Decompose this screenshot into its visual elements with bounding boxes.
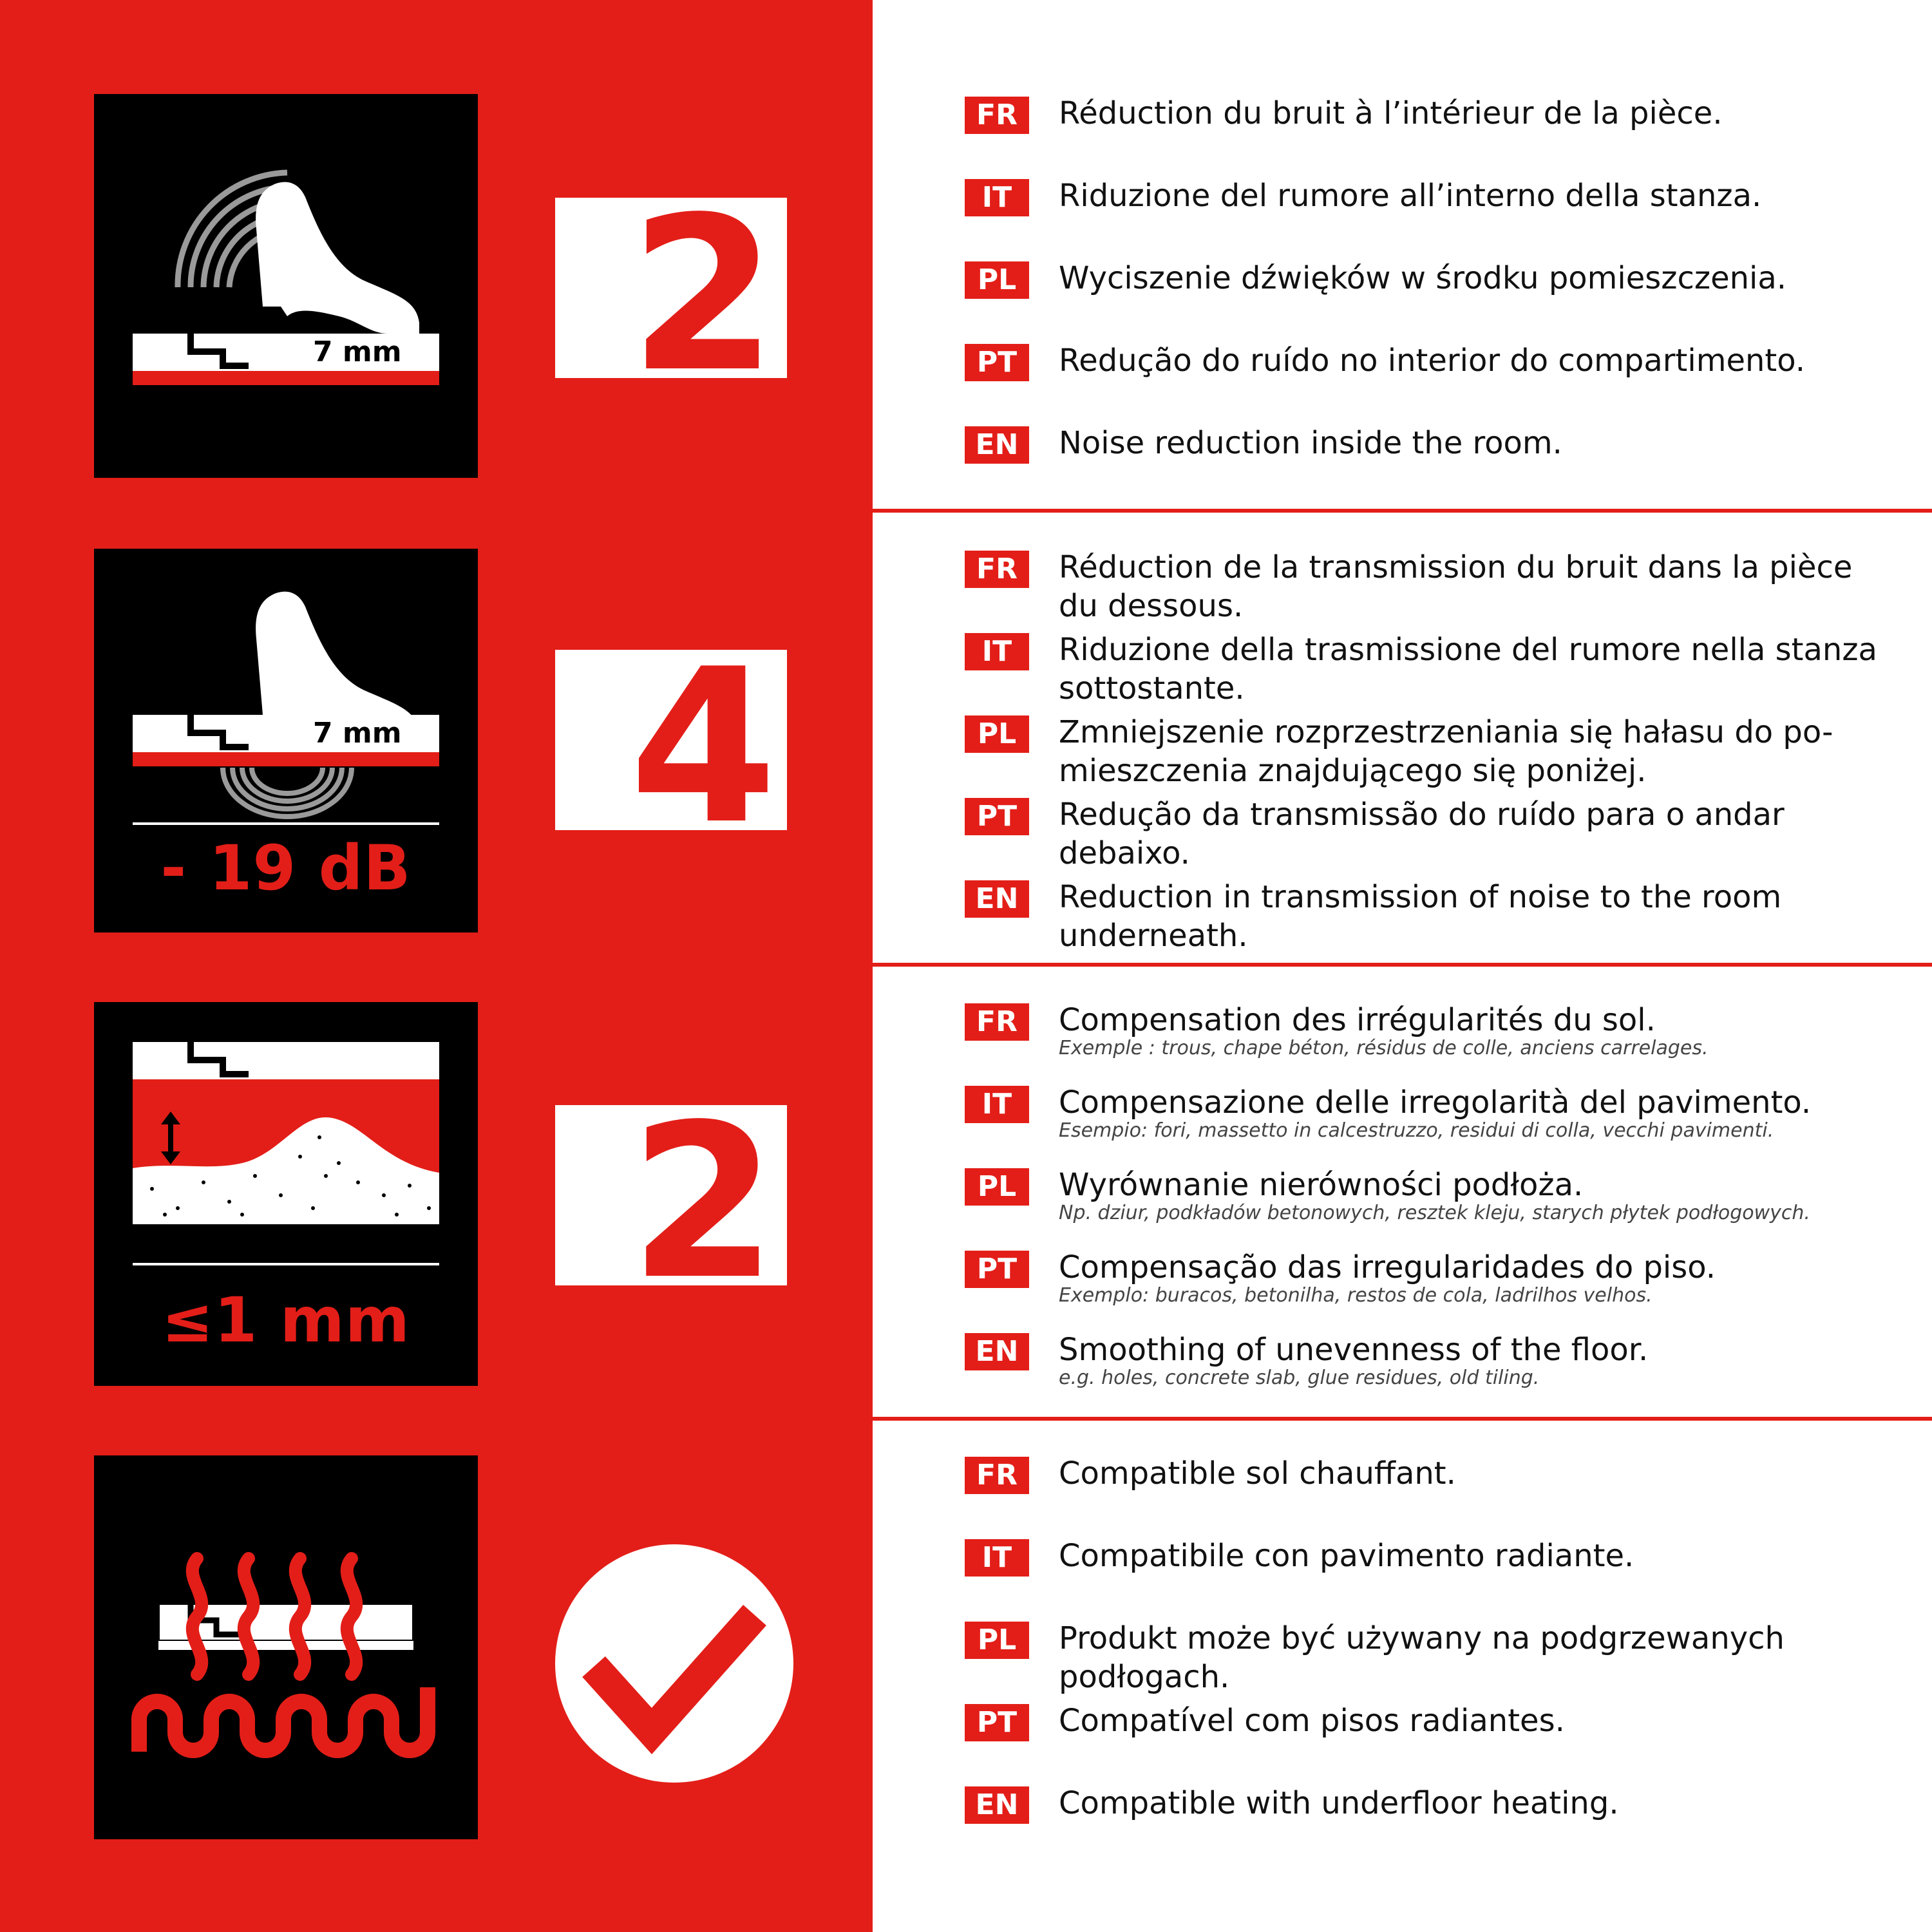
language-badge: FR — [965, 551, 1029, 588]
section-divider — [873, 509, 1932, 513]
language-badge: IT — [965, 1086, 1029, 1123]
example-note: Exemple : trous, chape béton, résidus de colle, anciens carrelages. — [1059, 1037, 1709, 1059]
description: Smoothing of unevenness of the floor. — [1059, 1332, 1649, 1368]
thickness-label: 7 mm — [313, 717, 402, 750]
example-note: Np. dziur, podkładów betonowych, resztek kleju, starych płytek podłogowych. — [1059, 1202, 1810, 1224]
rating-box-4 — [555, 650, 787, 830]
description: Compatible with underfloor heating. — [1059, 1785, 1619, 1821]
description: Redução da transmissão do ruído para o andar debaixo. — [1059, 797, 1785, 871]
description: Produkt może być używany na podgrzewanych podłogach. — [1059, 1620, 1785, 1695]
description: Wyciszenie dźwięków w środku pomieszczenia. — [1059, 260, 1787, 296]
description: Noise reduction inside the room. — [1059, 425, 1562, 461]
description: Reduction in transmission of noise to the room underneath. — [1059, 879, 1782, 954]
description: Riduzione della trasmissione del rumore nella stanza sottostante. — [1059, 632, 1877, 706]
language-badge: PT — [965, 1251, 1029, 1288]
language-badge: PT — [965, 1704, 1029, 1741]
example-note: e.g. holes, concrete slab, glue residues, old tiling. — [1059, 1367, 1540, 1389]
example-note: Esempio: fori, massetto in calcestruzzo, residui di colla, vecchi pavimenti. — [1059, 1119, 1774, 1142]
language-badge: EN — [965, 880, 1029, 918]
noise-reduction-value: - 19 dB — [160, 832, 412, 904]
rating-value: 4 — [629, 650, 777, 830]
description: Compatible sol chauffant. — [1059, 1455, 1456, 1492]
language-badge: PT — [965, 798, 1029, 835]
noise-transmission-shoe-icon — [94, 549, 478, 933]
description: Réduction du bruit à l’intérieur de la pièce. — [1059, 95, 1723, 131]
description: Compensazione delle irregolarità del pavimento. — [1059, 1084, 1812, 1121]
description: Compensação das irregularidades do piso. — [1059, 1249, 1716, 1285]
language-badge: FR — [965, 97, 1029, 134]
rating-box-2 — [555, 198, 787, 378]
floor-unevenness-icon — [94, 1002, 478, 1386]
language-badge: PL — [965, 1622, 1029, 1659]
description: Compatibile con pavimento radiante. — [1059, 1538, 1634, 1574]
example-note: Exemplo: buracos, betonilha, restos de cola, ladrilhos velhos. — [1059, 1284, 1653, 1307]
language-badge: PT — [965, 344, 1029, 381]
language-badge: FR — [965, 1003, 1029, 1041]
section-divider — [873, 1417, 1932, 1421]
checkmark-icon — [555, 1544, 793, 1783]
description: Riduzione del rumore all’interno della stanza. — [1059, 178, 1762, 214]
language-badge: EN — [965, 1333, 1029, 1370]
description: Redução do ruído no interior do compartimento. — [1059, 343, 1806, 379]
rating-box-2 — [555, 1105, 787, 1285]
language-badge: FR — [965, 1457, 1029, 1494]
section-divider — [873, 963, 1932, 967]
language-badge: PL — [965, 261, 1029, 299]
underfloor-heating-icon — [94, 1455, 478, 1839]
language-badge: IT — [965, 1539, 1029, 1577]
thickness-label: 7 mm — [313, 336, 402, 368]
language-badge: EN — [965, 1786, 1029, 1824]
impact-noise-shoe-icon — [94, 94, 478, 478]
language-badge: PL — [965, 715, 1029, 753]
language-badge: EN — [965, 426, 1029, 464]
language-badge: IT — [965, 179, 1029, 216]
language-badge: IT — [965, 633, 1029, 670]
description: Compatível com pisos radiantes. — [1059, 1703, 1565, 1739]
description: Compensation des irrégularités du sol. — [1059, 1002, 1656, 1038]
rating-value: 2 — [629, 198, 777, 378]
description: Zmniejszenie rozprzestrzeniania się hałasu do po-mieszczenia znajdującego się poniżej. — [1059, 714, 1833, 789]
description: Wyrównanie nierówności podłoża. — [1059, 1167, 1584, 1203]
rating-value: 2 — [629, 1105, 777, 1285]
tolerance-value: ≤1 mm — [162, 1284, 410, 1356]
language-badge: PL — [965, 1168, 1029, 1206]
description: Réduction de la transmission du bruit dans la pièce du dessous. — [1059, 549, 1853, 624]
